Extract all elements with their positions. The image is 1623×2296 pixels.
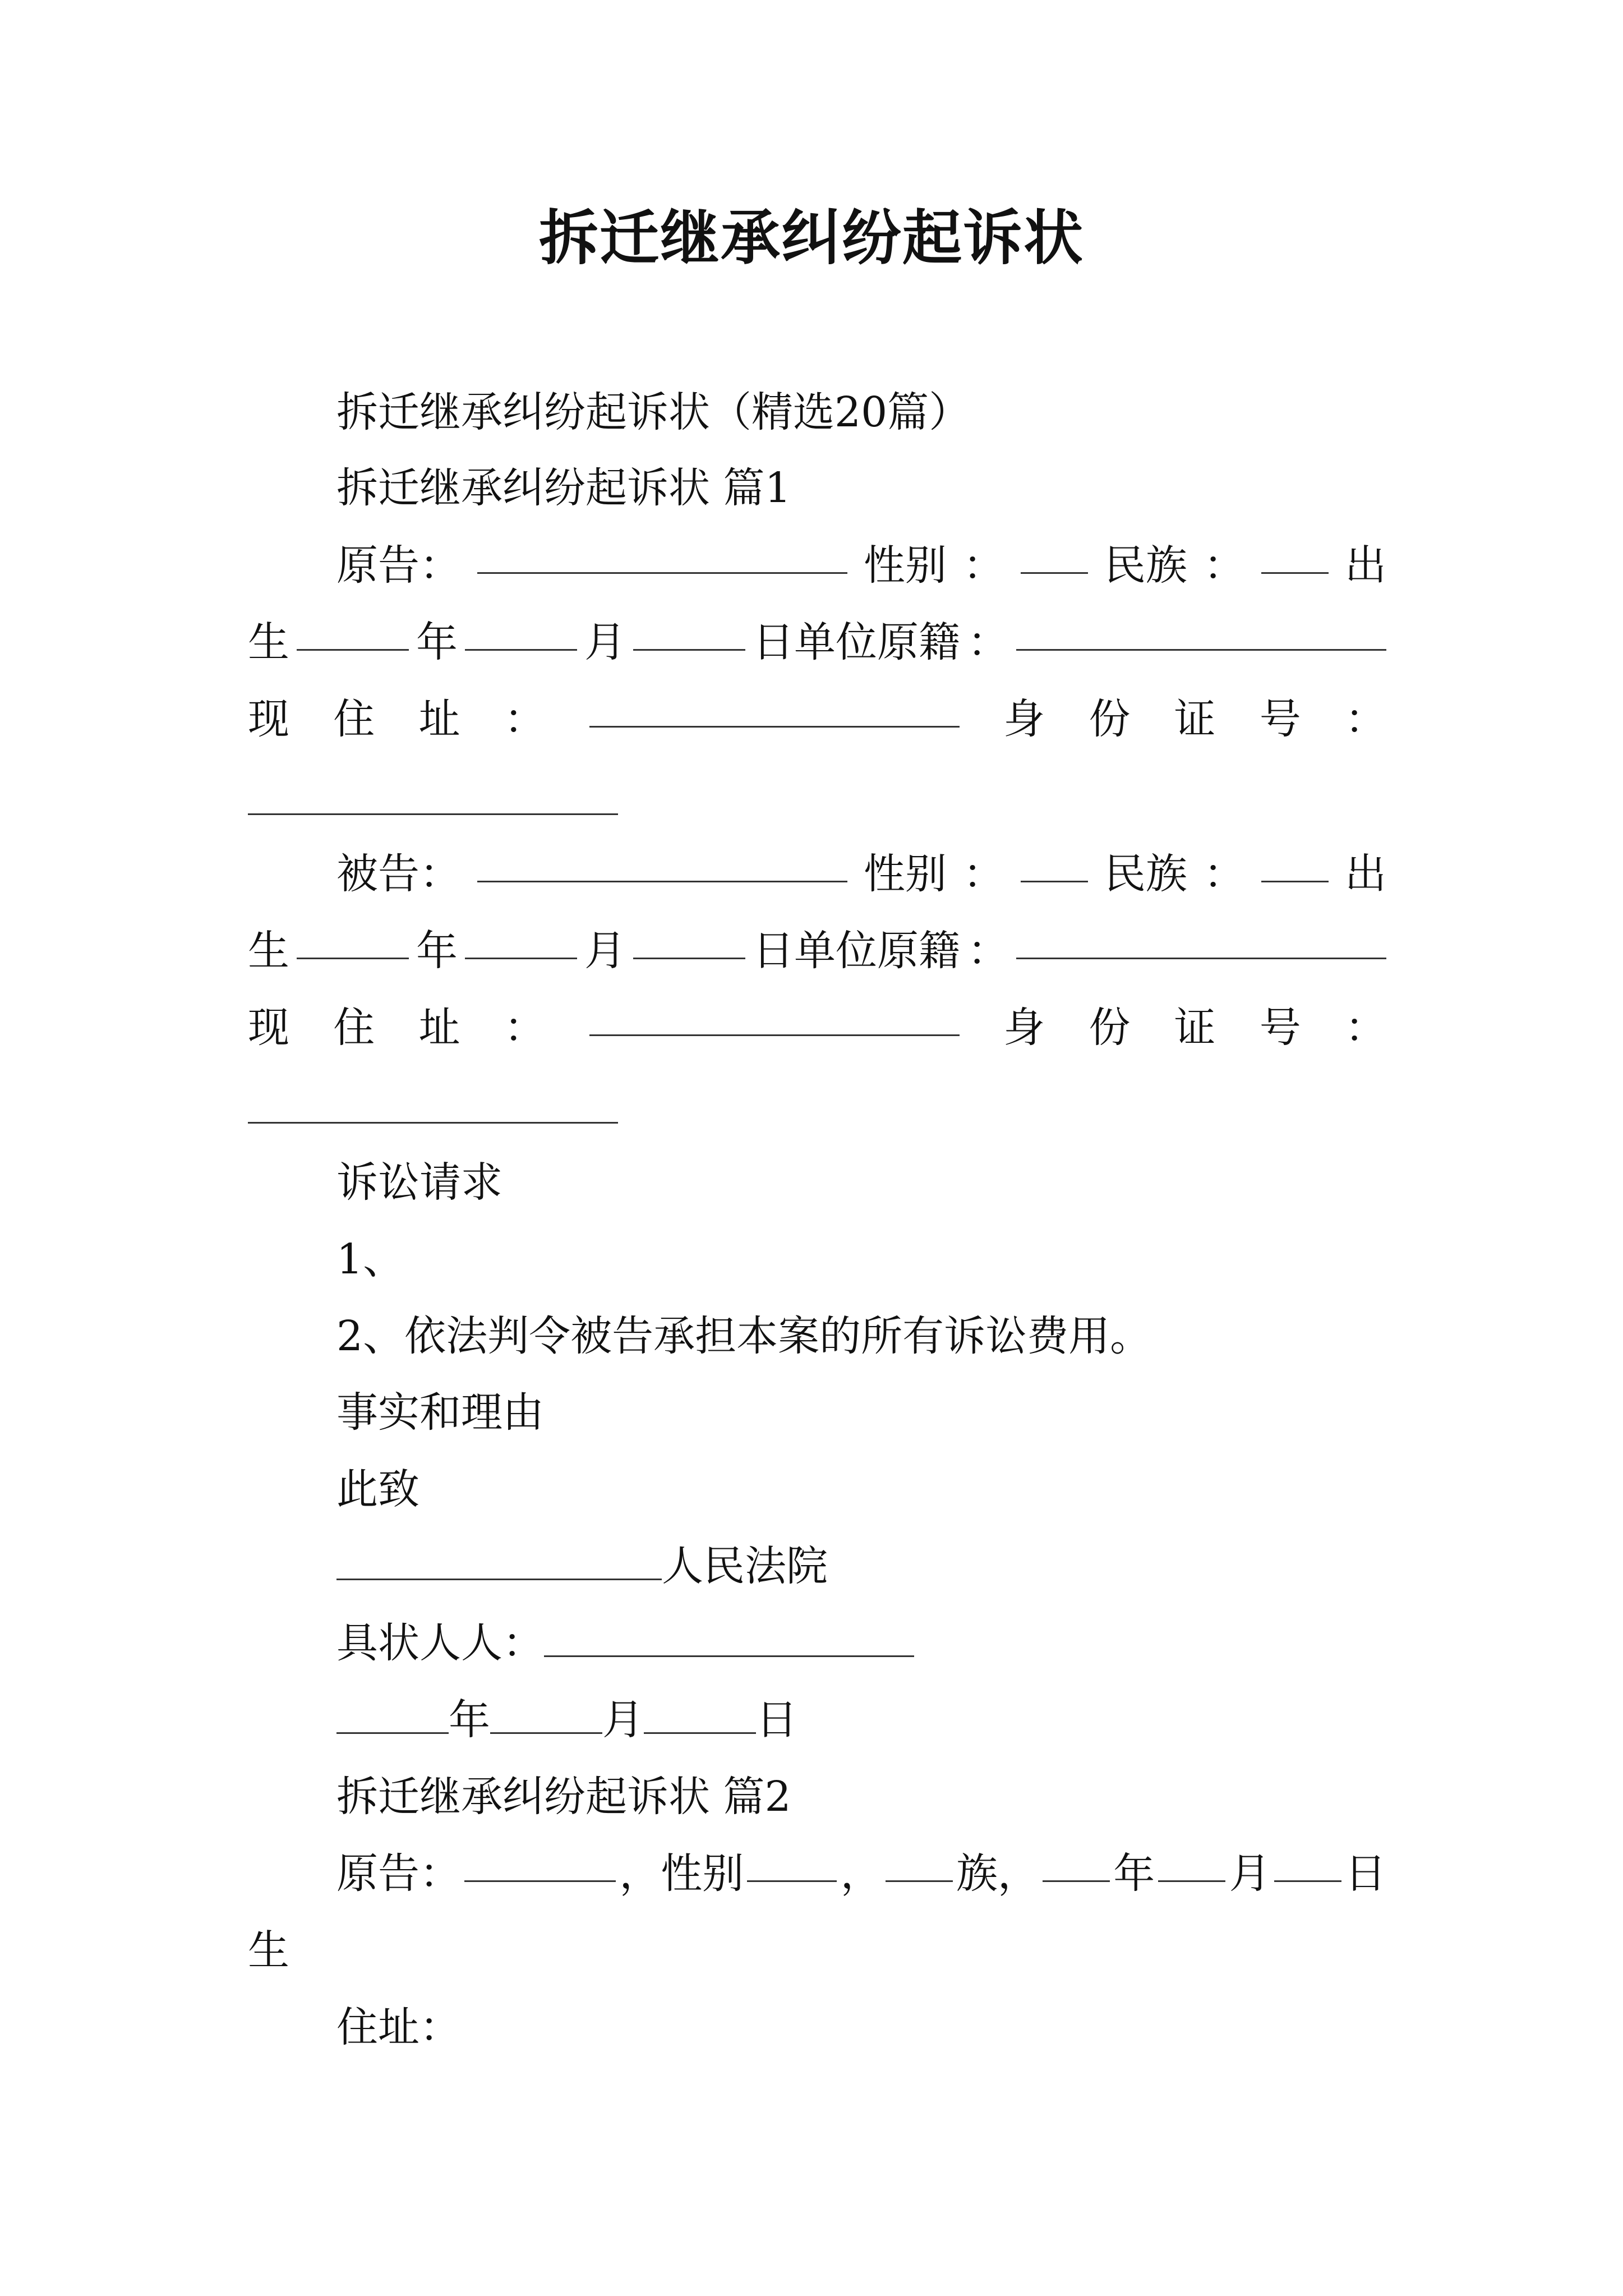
- plaintiff-ethnicity-label: 民族: [1104, 541, 1187, 590]
- colon: ：: [967, 618, 1009, 666]
- plaintiff-gender-label: 性别: [864, 541, 947, 590]
- s2-gender-blank: [747, 1846, 837, 1882]
- plaintiff-line-3: [248, 691, 1386, 747]
- s2-month-label: 月: [1229, 1849, 1271, 1898]
- s2-month-blank: [1158, 1846, 1225, 1882]
- claim-1: 1、: [336, 1235, 405, 1283]
- origin-blank: [1016, 614, 1386, 651]
- plaintiff-line-1: [248, 537, 1386, 593]
- facts-heading: 事实和理由: [336, 1388, 544, 1437]
- date-day-label: 日: [756, 1696, 797, 1744]
- colon: ：: [504, 1004, 546, 1052]
- address-char: 现: [248, 695, 289, 743]
- birth-month-blank: [465, 614, 577, 651]
- defendant-line-3: [248, 1000, 1386, 1056]
- claim-2: 2、依法判令被告承担本案的所有诉讼费用。: [336, 1312, 1152, 1360]
- birth-year-blank: [297, 923, 409, 959]
- colon: ：: [963, 850, 1004, 898]
- address-char: 现: [248, 1004, 289, 1052]
- birth-year-blank: [297, 614, 409, 651]
- s2-plaintiff-line: [248, 1846, 1386, 1902]
- defendant-ethnicity-blank: [1261, 846, 1329, 882]
- birth-char: 生: [248, 927, 289, 975]
- date-month-label: 月: [602, 1696, 644, 1744]
- signer-blank: [544, 1621, 914, 1657]
- date-year-blank: [336, 1697, 449, 1734]
- court-suffix: 人民法院: [662, 1542, 828, 1590]
- s2-plaintiff-label: 原告：: [336, 1849, 461, 1898]
- s2-comma: ，: [840, 1849, 882, 1898]
- plaintiff-line-2: [248, 614, 1386, 670]
- birth-char: 生: [248, 618, 289, 666]
- s2-gender-label: ，性别: [619, 1849, 744, 1898]
- address-blank: [589, 691, 960, 728]
- date-month-blank: [490, 1697, 602, 1734]
- date-day-blank: [644, 1697, 756, 1734]
- signer-line: [336, 1615, 914, 1671]
- signer-label: 具状人人：: [336, 1619, 544, 1667]
- plaintiff-ethnicity-blank: [1261, 537, 1329, 574]
- id-char: 身: [1003, 695, 1045, 743]
- defendant-ethnicity-label: 民族: [1104, 850, 1187, 898]
- s2-address: 住址：: [336, 2003, 461, 2051]
- address-blank: [589, 1000, 960, 1036]
- year-label: 年: [416, 927, 458, 975]
- date-line: [336, 1692, 797, 1748]
- s2-ethnicity-blank: [886, 1846, 953, 1882]
- birth-day-blank: [633, 923, 745, 959]
- month-label: 月: [584, 618, 626, 666]
- plaintiff-gender-blank: [1021, 537, 1088, 574]
- claims-heading: 诉讼请求: [336, 1158, 502, 1207]
- year-label: 年: [416, 618, 458, 666]
- id-char: 身: [1003, 1004, 1045, 1052]
- colon: ：: [967, 927, 1009, 975]
- s2-ethnicity-label: 族，: [956, 1849, 1039, 1898]
- plaintiff-name-blank: [477, 537, 847, 574]
- colon: ：: [1344, 1004, 1386, 1052]
- id-char: 证: [1174, 1004, 1216, 1052]
- unit-origin-label: 日单位原籍: [753, 618, 960, 666]
- s2-year-label: 年: [1113, 1849, 1155, 1898]
- defendant-name-blank: [477, 846, 847, 882]
- defendant-gender-label: 性别: [864, 850, 947, 898]
- origin-blank: [1016, 923, 1386, 959]
- id-char: 份: [1089, 1004, 1131, 1052]
- id-char: 号: [1259, 1004, 1301, 1052]
- id-char: 证: [1174, 695, 1216, 743]
- address-char: 住: [333, 695, 375, 743]
- section-2-heading: 拆迁继承纠纷起诉状 篇2: [336, 1773, 791, 1821]
- defendant-gender-blank: [1021, 846, 1088, 882]
- plaintiff-id-blank: [248, 812, 618, 815]
- birth-prefix: 出: [1345, 541, 1386, 590]
- colon: ：: [504, 695, 546, 743]
- id-char: 份: [1089, 695, 1131, 743]
- s2-birth: 生: [248, 1926, 289, 1975]
- address-char: 址: [418, 695, 460, 743]
- birth-day-blank: [633, 614, 745, 651]
- id-char: 号: [1259, 695, 1301, 743]
- colon: ：: [1204, 850, 1245, 898]
- defendant-line-2: [248, 923, 1386, 979]
- defendant-label: 被告：: [336, 850, 461, 898]
- colon: ：: [1204, 541, 1245, 590]
- colon: ：: [963, 541, 1004, 590]
- s2-day-blank: [1274, 1846, 1341, 1882]
- unit-origin-label: 日单位原籍: [753, 927, 960, 975]
- court-name-blank: [336, 1544, 662, 1580]
- date-year-label: 年: [449, 1696, 490, 1744]
- birth-prefix: 出: [1345, 850, 1386, 898]
- document-title: 拆迁继承纠纷起诉状: [539, 204, 1084, 273]
- regards: 此致: [336, 1465, 419, 1513]
- s2-day-label: 日: [1344, 1849, 1386, 1898]
- defendant-line-1: [248, 846, 1386, 902]
- plaintiff-label: 原告：: [336, 541, 461, 590]
- subtitle: 拆迁继承纠纷起诉状（精选20篇）: [336, 388, 971, 436]
- section-1-heading: 拆迁继承纠纷起诉状 篇1: [336, 464, 791, 512]
- address-char: 住: [333, 1004, 375, 1052]
- court-line: [336, 1538, 828, 1594]
- defendant-id-blank: [248, 1121, 618, 1124]
- s2-name-blank: [464, 1846, 616, 1882]
- month-label: 月: [584, 927, 626, 975]
- birth-month-blank: [465, 923, 577, 959]
- colon: ：: [1344, 695, 1386, 743]
- address-char: 址: [418, 1004, 460, 1052]
- s2-year-blank: [1043, 1846, 1110, 1882]
